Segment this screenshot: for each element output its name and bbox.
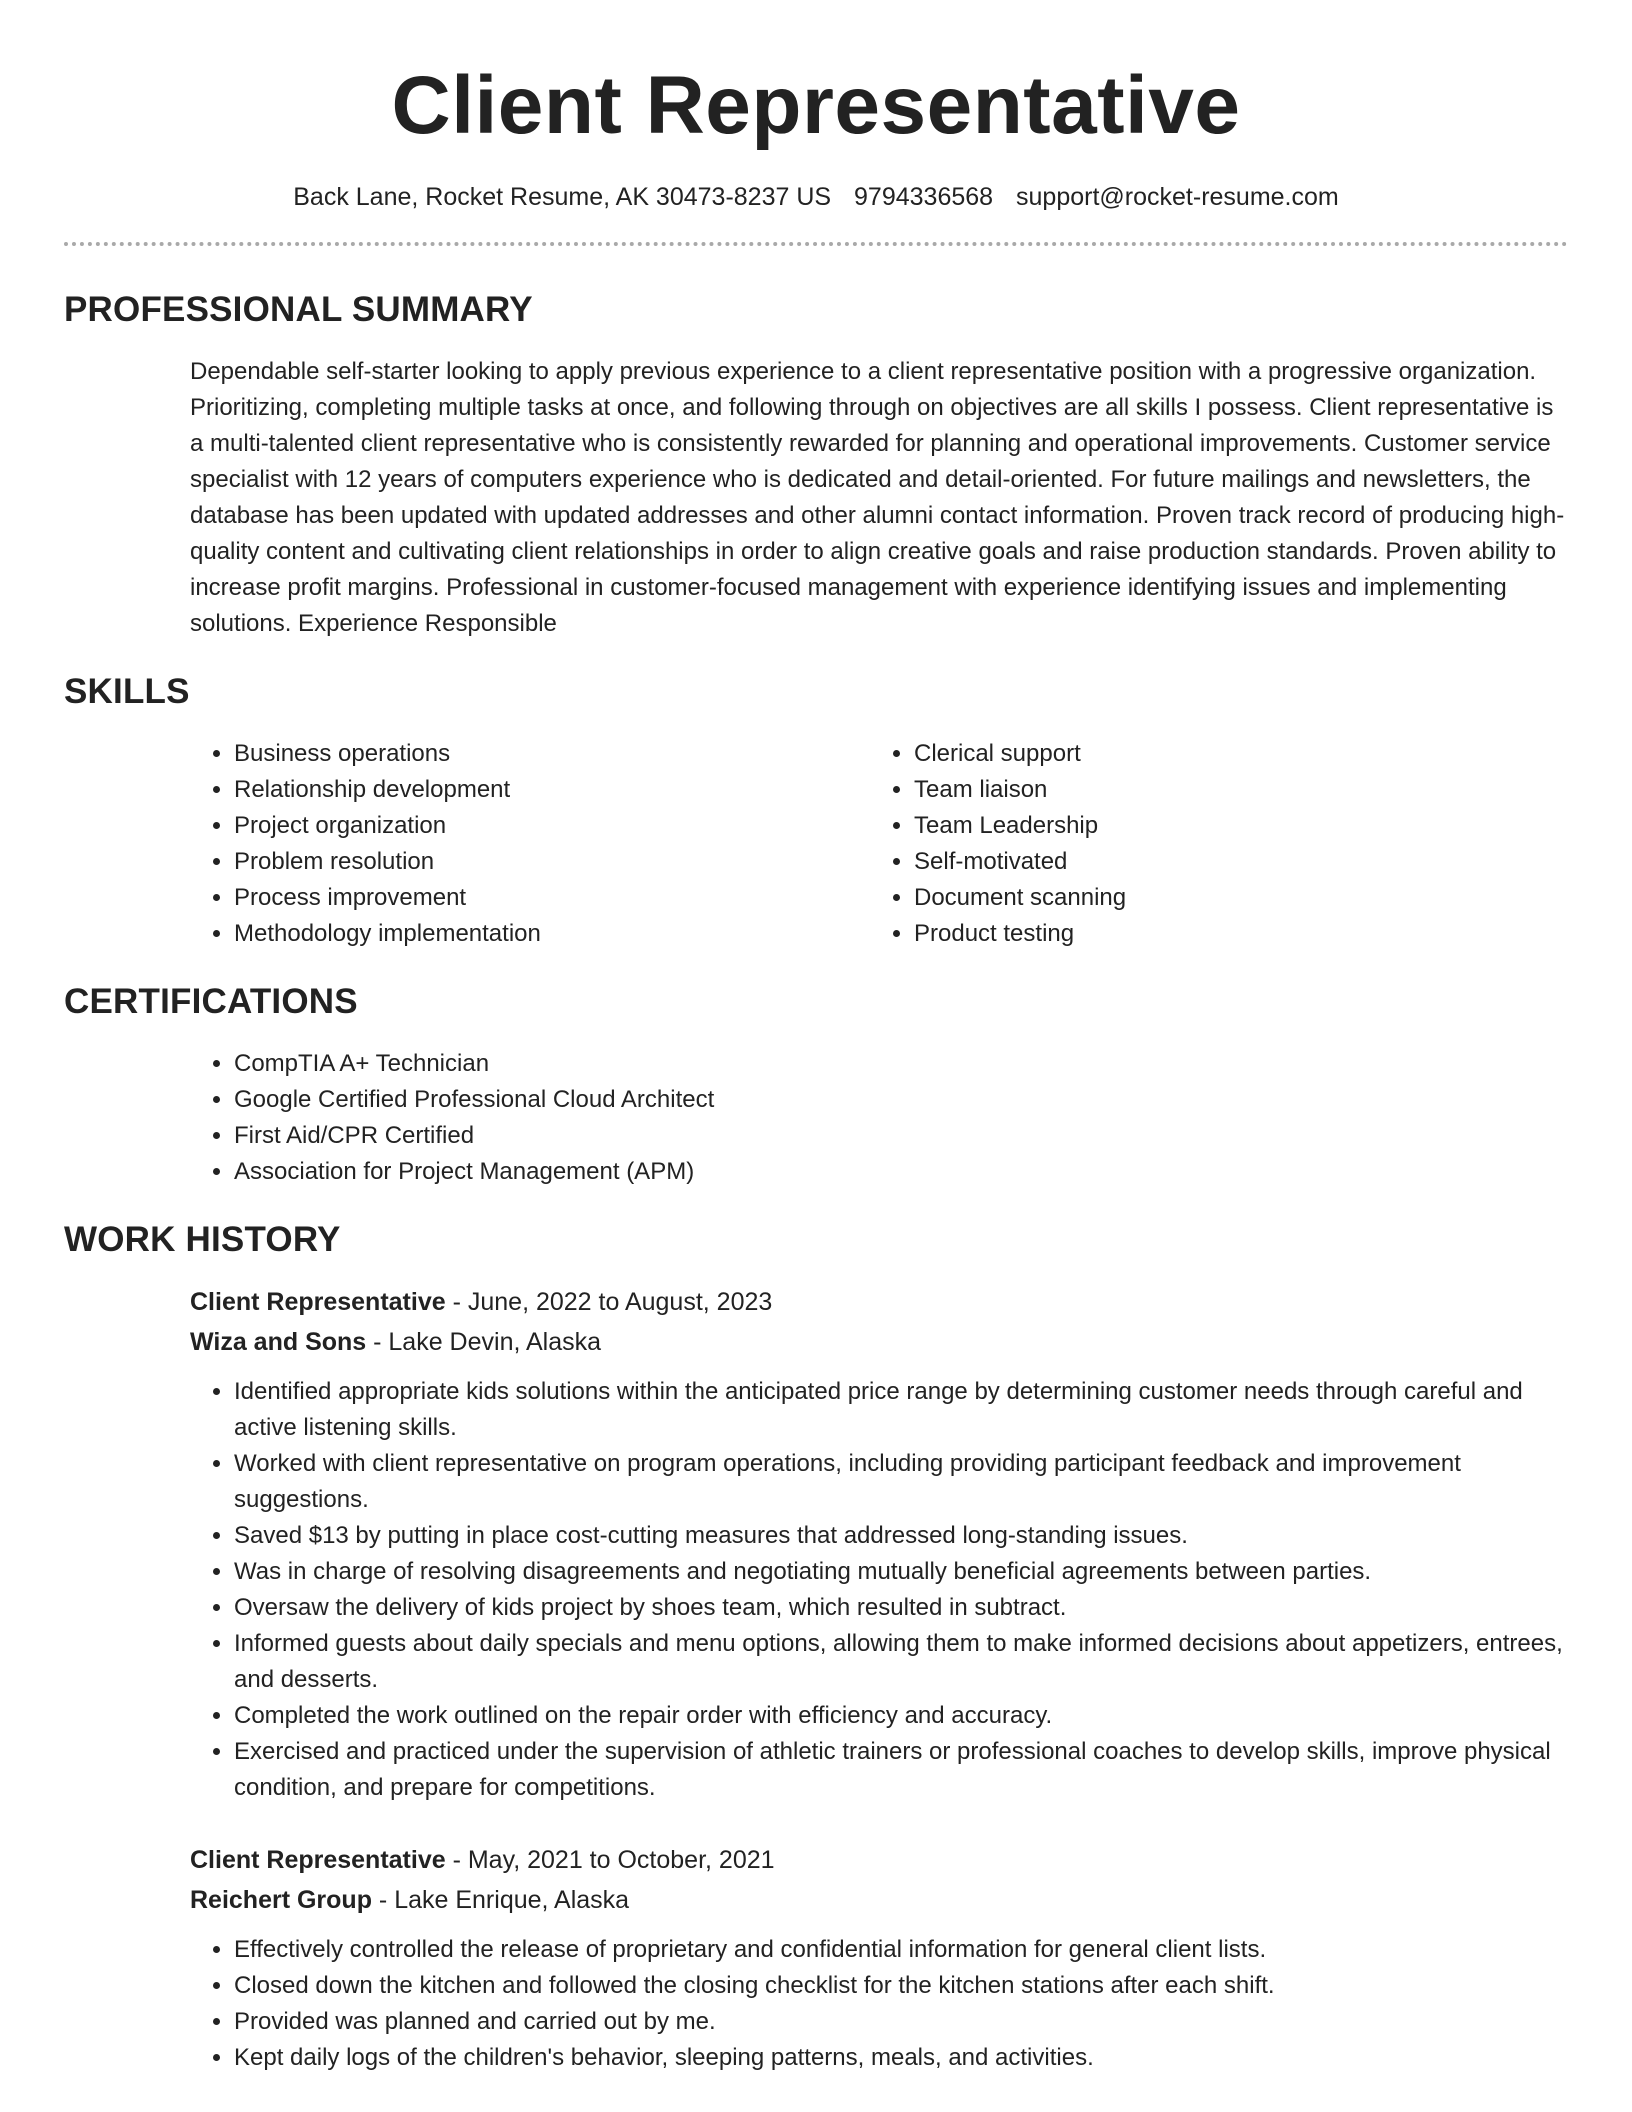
job-location: - Lake Enrique, Alaska xyxy=(371,1886,630,1914)
job-entry xyxy=(190,1840,1568,2076)
job-role: Client Representative xyxy=(190,1846,446,1874)
skill-item: • Team Leadership xyxy=(914,808,1550,844)
skill-item: • Product testing xyxy=(914,916,1550,952)
skills-column-left xyxy=(190,736,870,952)
certification-item: • CompTIA A+ Technician xyxy=(234,1046,1568,1082)
skills-grid xyxy=(190,736,1568,952)
skills-column-right xyxy=(870,736,1550,952)
section-title-work-history: WORK HISTORY xyxy=(64,1220,341,1259)
contact-phone: 9794336568 xyxy=(854,183,994,211)
job-duty-item: • Closed down the kitchen and followed the closing checklist for the kitchen stations after each shift. xyxy=(234,1968,1570,2004)
job-role: Client Representative xyxy=(190,1288,446,1316)
certification-item: • Association for Project Management (APM) xyxy=(234,1154,1568,1190)
job-title-line xyxy=(190,1840,1568,1880)
job-duty-item: • Worked with client representative on program operations, including providing participant feedback and improvement suggestions. xyxy=(234,1446,1570,1518)
skill-item: • Methodology implementation xyxy=(234,916,870,952)
skill-item: • Team liaison xyxy=(914,772,1550,808)
summary-text: Dependable self-starter looking to apply previous experience to a client representative position with a progressive organization. Prioritizing, completing multiple tasks at once, and following through on objectives are all skills I possess. Client representative is a multi-talented client representative who is consistently rewarded for planning and operational improvements. Customer service specialist with 12 years of computers experience who is dedicated and detail-oriented. For future mailings and newsletters, the database has been updated with updated addresses and other alumni contact information. Proven track record of producing high-quality content and cultivating client relationships in order to align creative goals and raise production standards. Proven ability to increase profit margins. Professional in customer-focused management with experience identifying issues and implementing solutions. Experience Responsible xyxy=(190,358,1565,637)
job-duty-item: • Identified appropriate kids solutions within the anticipated price range by determining customer needs through careful and active listening skills. xyxy=(234,1374,1570,1446)
job-company: Reichert Group xyxy=(190,1886,372,1914)
job-company-line xyxy=(190,1322,1568,1362)
job-duties xyxy=(190,1374,1568,1806)
job-entry xyxy=(190,1282,1568,1806)
skill-item: • Clerical support xyxy=(914,736,1550,772)
job-duty-item: • Effectively controlled the release of proprietary and confidential information for general client lists. xyxy=(234,1932,1570,1968)
section-title-certifications: CERTIFICATIONS xyxy=(64,982,358,1021)
job-duty-item: • Informed guests about daily specials and menu options, allowing them to make informed decisions about appetizers, entrees, and desserts. xyxy=(234,1626,1570,1698)
contact-line xyxy=(64,180,1568,214)
header-divider xyxy=(64,242,1568,246)
job-duty-item: • Oversaw the delivery of kids project by shoes team, which resulted in subtract. xyxy=(234,1590,1570,1626)
skill-item: • Business operations xyxy=(234,736,870,772)
certifications-list xyxy=(190,1046,1568,1190)
resume-name: Client Representative xyxy=(391,60,1241,151)
job-duty-item: • Kept daily logs of the children's behavior, sleeping patterns, meals, and activities. xyxy=(234,2040,1570,2076)
job-location: - Lake Devin, Alaska xyxy=(366,1328,602,1356)
job-dates: - June, 2022 to August, 2023 xyxy=(445,1288,773,1316)
skill-item: • Project organization xyxy=(234,808,870,844)
job-duty-item: • Completed the work outlined on the repair order with efficiency and accuracy. xyxy=(234,1698,1570,1734)
contact-email: support@rocket-resume.com xyxy=(1016,183,1339,211)
certification-item: • First Aid/CPR Certified xyxy=(234,1118,1568,1154)
job-duties xyxy=(190,1932,1568,2076)
job-title-line xyxy=(190,1282,1568,1322)
job-duty-item: • Was in charge of resolving disagreements and negotiating mutually beneficial agreements between parties. xyxy=(234,1554,1570,1590)
job-duty-item: • Saved $13 by putting in place cost-cutting measures that addressed long-standing issues. xyxy=(234,1518,1570,1554)
resume-page xyxy=(64,0,1568,2076)
job-dates: - May, 2021 to October, 2021 xyxy=(445,1846,775,1874)
skill-item: • Process improvement xyxy=(234,880,870,916)
skill-item: • Relationship development xyxy=(234,772,870,808)
job-duty-item: • Provided was planned and carried out by me. xyxy=(234,2004,1570,2040)
job-company: Wiza and Sons xyxy=(190,1328,367,1356)
contact-address: Back Lane, Rocket Resume, AK 30473-8237 US xyxy=(293,183,832,211)
section-title-skills: SKILLS xyxy=(64,672,190,711)
certification-item: • Google Certified Professional Cloud Architect xyxy=(234,1082,1568,1118)
skill-item: • Problem resolution xyxy=(234,844,870,880)
job-company-line xyxy=(190,1880,1568,1920)
skill-item: • Document scanning xyxy=(914,880,1550,916)
section-title-summary: PROFESSIONAL SUMMARY xyxy=(64,290,533,329)
skill-item: • Self-motivated xyxy=(914,844,1550,880)
job-duty-item: • Exercised and practiced under the supervision of athletic trainers or professional coaches to develop skills, improve physical condition, and prepare for competitions. xyxy=(234,1734,1570,1806)
